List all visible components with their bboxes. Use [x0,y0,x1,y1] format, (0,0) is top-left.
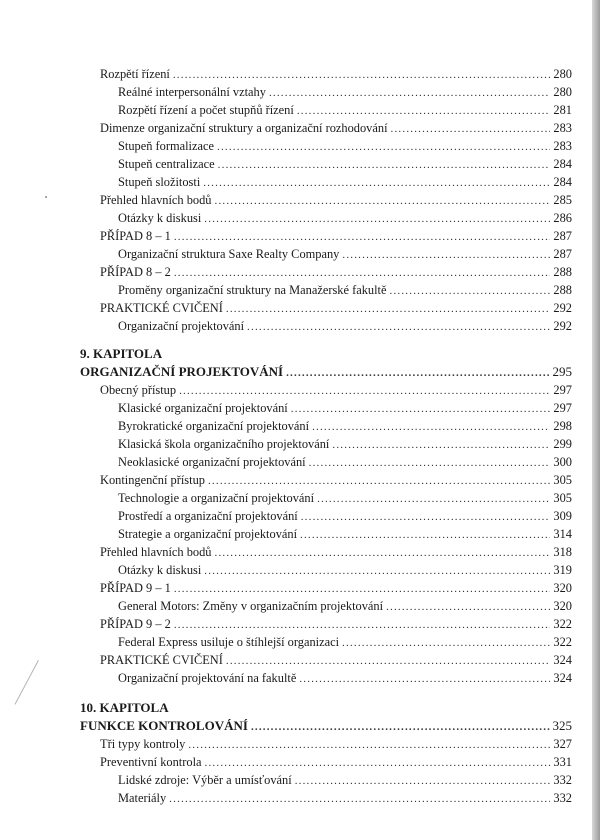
toc-entry [118,562,572,578]
chapter-title-entry [80,364,572,380]
leader-dots [297,103,551,119]
leader-dots [204,211,550,227]
leader-dots [173,67,551,83]
leader-dots [386,599,550,615]
toc-entry [118,156,572,172]
leader-dots [215,193,551,209]
leader-dots [217,139,550,155]
toc-entry-page: 297 [553,383,572,397]
toc-entry-page: 331 [553,755,572,769]
toc-entry-label: Přehled hlavních bodů [100,545,212,559]
leader-dots [309,455,551,471]
toc-entry [118,790,572,806]
toc-entry [118,508,572,524]
toc-entry-label: Rozpětí řízení [100,67,170,81]
toc-entry-label: PRAKTICKÉ CVIČENÍ [100,301,223,315]
toc-entry [118,318,572,334]
toc-entry [100,580,572,596]
leader-dots [299,671,550,687]
toc-entry [118,670,572,686]
toc-entry [100,66,572,82]
leader-dots [218,157,551,173]
toc-entry-label: Strategie a organizační projektování [118,527,298,541]
toc-entry [118,84,572,100]
leader-dots [332,437,550,453]
toc-entry-label: Přehled hlavních bodů [100,193,212,207]
leader-dots [174,617,551,633]
leader-dots [174,581,551,597]
leader-dots [286,365,549,381]
leader-dots [301,509,551,525]
leader-dots [390,283,551,299]
leader-dots [215,545,551,561]
toc-entry [100,544,572,560]
toc-entry [118,210,572,226]
toc-entry-page: 286 [553,211,572,225]
leader-dots [247,319,550,335]
toc-entry-page: 319 [553,563,572,577]
toc-entry-label: PRAKTICKÉ CVIČENÍ [100,653,223,667]
toc-entry-label: Organizační struktura Saxe Realty Company [118,247,340,261]
toc-entry-label: Dimenze organizační struktury a organizační rozhodování [100,121,388,135]
toc-entry [118,436,572,452]
toc-entry-label: PŘÍPAD 8 – 1 [100,229,171,243]
chapter-number: 10. KAPITOLA [80,700,169,715]
toc-entry-label: Federal Express usiluje o štíhlejší organizaci [118,635,340,649]
toc-entry [118,526,572,542]
toc-entry-label: Materiály [118,791,167,805]
toc-entry-page: 318 [553,545,572,559]
toc-entry-label: Kontingenční přístup [100,473,205,487]
leader-dots [300,527,550,543]
toc-entry-page: 280 [553,67,572,81]
toc-entry-page: 299 [553,437,572,451]
toc-entry-page: 298 [553,419,572,433]
toc-entry [118,598,572,614]
toc-entry [118,634,572,650]
toc-entry-label: Otázky k diskusi [118,563,202,577]
toc-entry [118,246,572,262]
toc-entry-label: Stupeň centralizace [118,157,215,171]
chapter-title-entry [80,718,572,734]
toc-entry-page: 327 [553,737,572,751]
leader-dots [269,85,550,101]
toc-entry [118,772,572,788]
chapter-title: FUNKCE KONTROLOVÁNÍ [80,718,248,733]
toc-entry-page: 305 [553,491,572,505]
toc-entry [100,472,572,488]
leader-dots [188,737,550,753]
toc-entry [118,418,572,434]
toc-entry [118,490,572,506]
toc-entry-page: 324 [553,671,572,685]
toc-entry-page: 295 [552,364,572,379]
toc-entry-label: PŘÍPAD 8 – 2 [100,265,171,279]
toc-entry-page: 288 [553,265,572,279]
toc-entry-label: Lidské zdroje: Výběr a umísťování [118,773,292,787]
leader-dots [174,229,551,245]
chapter-number: 9. KAPITOLA [80,346,163,361]
leader-dots [179,383,550,399]
toc-entry [118,282,572,298]
toc-entry-label: PŘÍPAD 9 – 1 [100,581,171,595]
page-edge-shadow [592,0,600,840]
toc-entry [100,652,572,668]
toc-entry [100,192,572,208]
toc-entry-label: Prostředí a organizační projektování [118,509,298,523]
toc-entry [100,736,572,752]
toc-entry-page: 297 [553,401,572,415]
leader-dots [251,719,550,735]
toc-entry [100,120,572,136]
leader-dots [291,401,551,417]
leader-dots [226,301,551,317]
toc-entry-page: 288 [553,283,572,297]
toc-entry-label: Organizační projektování [118,319,245,333]
toc-entry [100,264,572,280]
leader-dots [203,175,550,191]
toc-entry-page: 322 [553,635,572,649]
toc-entry-label: Technologie a organizační projektování [118,491,315,505]
leader-dots [226,653,551,669]
toc-entry-label: Stupeň složitosti [118,175,201,189]
toc-entry-label: Preventivní kontrola [100,755,202,769]
toc-entry-label: Reálné interpersonální vztahy [118,85,266,99]
toc-entry-label: PŘÍPAD 9 – 2 [100,617,171,631]
toc-entry-page: 287 [553,247,572,261]
toc-entry [118,400,572,416]
toc-entry [100,228,572,244]
leader-dots [317,491,550,507]
pencil-stroke-mark [15,660,39,705]
leader-dots [208,473,550,489]
toc-entry-label: Tři typy kontroly [100,737,186,751]
speck-mark [45,196,47,198]
toc-entry-page: 320 [553,599,572,613]
toc-entry-label: Klasická škola organizačního projektování [118,437,330,451]
leader-dots [169,791,550,807]
toc-entry [100,300,572,316]
toc-entry-label: Rozpětí řízení a počet stupňů řízení [118,103,294,117]
toc-entry-page: 292 [553,301,572,315]
toc-entry-page: 287 [553,229,572,243]
toc-entry-label: General Motors: Změny v organizačním projektování [118,599,384,613]
toc-entry-page: 309 [553,509,572,523]
toc-entry-page: 322 [553,617,572,631]
toc-entry-page: 283 [553,121,572,135]
toc-entry-page: 280 [553,85,572,99]
toc-entry-page: 284 [553,157,572,171]
toc-entry-page: 325 [552,718,572,733]
toc-entry-page: 300 [553,455,572,469]
toc-entry-page: 332 [553,773,572,787]
toc-entry-page: 320 [553,581,572,595]
toc-entry-label: Neoklasické organizační projektování [118,455,306,469]
toc-entry-label: Otázky k diskusi [118,211,202,225]
toc-entry-label: Proměny organizační struktury na Manažerské fakultě [118,283,387,297]
toc-entry-label: Byrokratické organizační projektování [118,419,310,433]
toc-entry-page: 324 [553,653,572,667]
toc-entry [100,616,572,632]
chapter-title: ORGANIZAČNÍ PROJEKTOVÁNÍ [80,364,284,379]
toc-entry-page: 314 [553,527,572,541]
leader-dots [205,755,551,771]
toc-entry-page: 281 [553,103,572,117]
toc-entry-page: 285 [553,193,572,207]
toc-entry [100,754,572,770]
leader-dots [295,773,551,789]
leader-dots [204,563,550,579]
toc-entry-label: Organizační projektování na fakultě [118,671,297,685]
toc-entry [100,382,572,398]
toc-entry [118,454,572,470]
toc-entry [118,102,572,118]
leader-dots [342,247,550,263]
toc-entry-label: Obecný přístup [100,383,177,397]
toc-entry-page: 283 [553,139,572,153]
leader-dots [342,635,550,651]
toc-entry-page: 305 [553,473,572,487]
leader-dots [174,265,551,281]
toc-entry-page: 292 [553,319,572,333]
toc-entry [118,138,572,154]
toc-entry-page: 332 [553,791,572,805]
toc-entry-label: Stupeň formalizace [118,139,214,153]
toc-entry-page: 284 [553,175,572,189]
toc-entry [118,174,572,190]
toc-entry-label: Klasické organizační projektování [118,401,288,415]
leader-dots [391,121,551,137]
leader-dots [312,419,550,435]
